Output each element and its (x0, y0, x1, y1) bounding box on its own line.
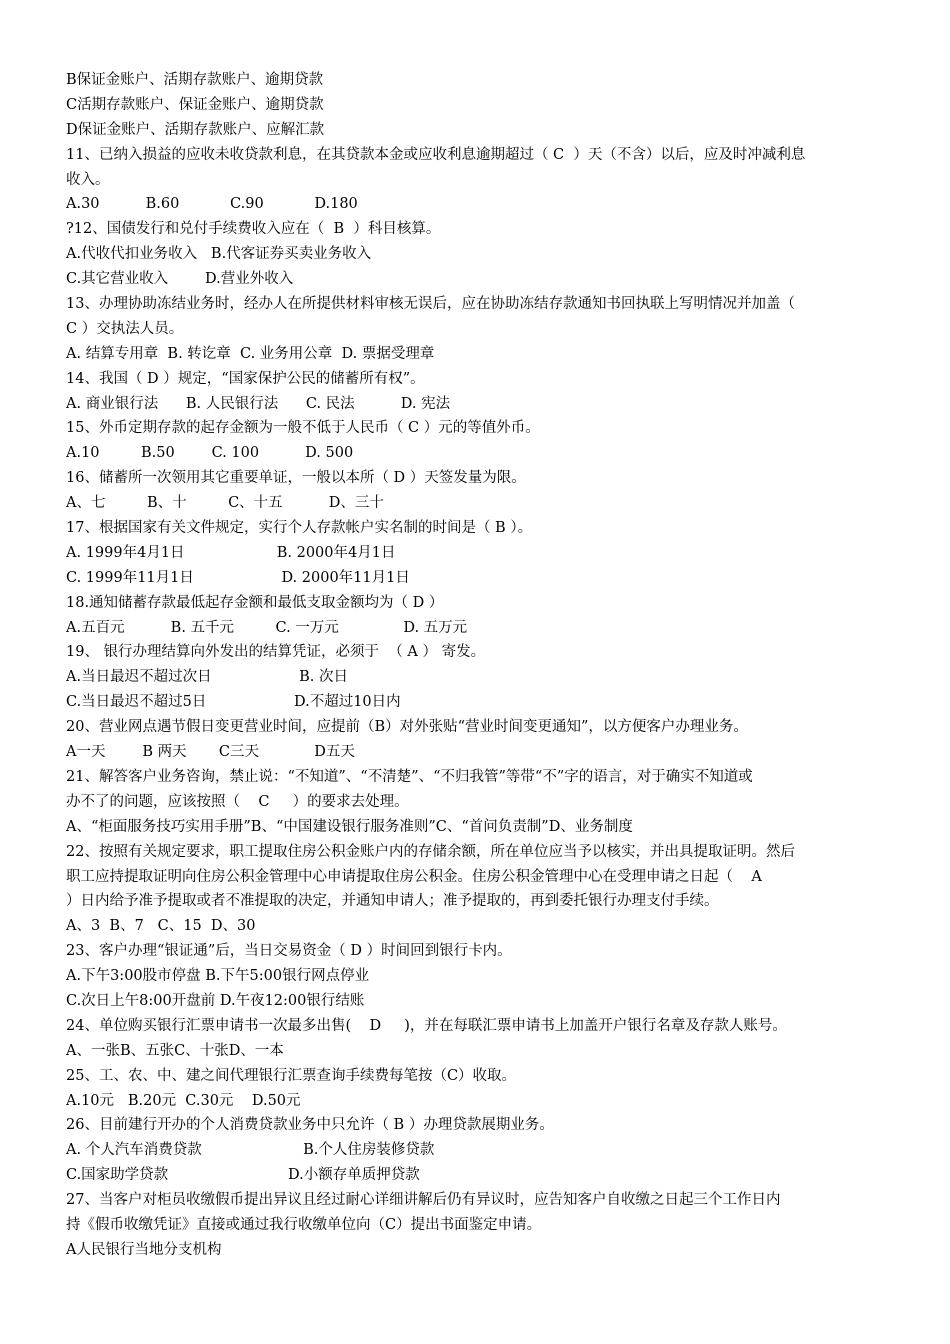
options-line: A.下午3:00股市停盘 B.下午5:00银行网点停业 (66, 968, 370, 985)
question-13: 13、办理协助冻结业务时，经办人在所提供材料审核无误后，应在协助冻结存款通知书回执联上写明情况并加盖（ (66, 296, 795, 313)
options-line: C. 1999年11月1日 D. 2000年11月1日 (66, 569, 410, 586)
question-15: 15、外币定期存款的起存金额为一般不低于人民币（ C ）元的等值外币。 (66, 420, 540, 437)
text-line: C活期存款账户、保证金账户、逾期贷款 (66, 96, 324, 113)
options-line: A. 商业银行法 B. 人民银行法 C. 民法 D. 宪法 (66, 395, 451, 412)
question-17: 17、根据国家有关文件规定，实行个人存款帐户实名制的时间是（ B ）。 (66, 520, 533, 537)
text-line: 办不了的问题，应该按照（ C ）的要求去处理。 (66, 793, 409, 810)
question-18: 18.通知储蓄存款最低起存金额和最低支取金额均为（ D ） (66, 594, 444, 611)
options-line: C.国家助学贷款 D.小额存单质押贷款 (66, 1167, 420, 1184)
options-line: A、“柜面服务技巧实用手册”B、“中国建设银行服务准则”C、“首问负责制”D、业务制度 (66, 818, 633, 835)
question-22: 22、按照有关规定要求，职工提取住房公积金账户内的存储余额，所在单位应当予以核实，并出具提取证明。然后 (66, 843, 795, 860)
options-line: A.10 B.50 C. 100 D. 500 (66, 445, 354, 462)
question-20: 20、营业网点遇节假日变更营业时间，应提前（B）对外张贴“营业时间变更通知”，以方便客户办理业务。 (66, 719, 748, 736)
text-line: D保证金账户、活期存款账户、应解汇款 (66, 121, 325, 138)
options-line: A、七 B、十 C、十五 D、三十 (66, 495, 384, 512)
question-19: 19、 银行办理结算向外发出的结算凭证，必须于 （ A ） 寄发。 (66, 644, 486, 661)
question-16: 16、储蓄所一次领用其它重要单证，一般以本所（ D ）天签发量为限。 (66, 470, 526, 487)
options-line: C.次日上午8:00开盘前 D.午夜12:00银行结账 (66, 992, 365, 1009)
options-line: A、一张B、五张C、十张D、一本 (66, 1042, 284, 1059)
options-line: A.代收代扣业务收入 B.代客证券买卖业务收入 (66, 246, 372, 263)
options-line: A人民银行当地分支机构 (66, 1241, 222, 1258)
text-line: B保证金账户、活期存款账户、逾期贷款 (66, 72, 324, 88)
options-line: A一天 B 两天 C三天 D五天 (66, 744, 355, 761)
text-line: C ）交执法人员。 (66, 320, 184, 337)
options-line: A.当日最迟不超过次日 B. 次日 (66, 669, 349, 686)
question-25: 25、工、农、中、建之间代理银行汇票查询手续费每笔按（C）收取。 (66, 1067, 517, 1084)
options-line: C.其它营业收入 D.营业外收入 (66, 271, 294, 288)
question-21: 21、解答客户业务咨询，禁止说：“不知道”、“不清楚”、“不归我管”等带“不”字的语言，对于确实不知道或 (66, 768, 753, 785)
question-27: 27、当客户对柜员收缴假币提出异议且经过耐心详细讲解后仍有异议时，应告知客户自收缴之日起三个工作日内 (66, 1192, 781, 1209)
question-23: 23、客户办理“银证通”后，当日交易资金（ D ）时间回到银行卡内。 (66, 943, 512, 960)
options-line: C.当日最迟不超过5日 D.不超过10日内 (66, 694, 401, 711)
options-line: A. 1999年4月1日 B. 2000年4月1日 (66, 544, 396, 561)
text-line: 收入。 (66, 171, 110, 188)
question-14: 14、我国（ D ）规定，“国家保护公民的储蓄所有权”。 (66, 370, 425, 387)
text-line: 持《假币收缴凭证》直接或通过我行收缴单位向（C）提出书面鉴定申请。 (66, 1216, 542, 1233)
text-line: 职工应持提取证明向住房公积金管理中心申请提取住房公积金。住房公积金管理中心在受理申请之日起（ A (66, 868, 762, 885)
options-line: A、3 B、7 C、15 D、30 (66, 918, 256, 935)
options-line: A.30 B.60 C.90 D.180 (66, 196, 358, 213)
question-26: 26、目前建行开办的个人消费贷款业务中只允许（ B ）办理贷款展期业务。 (66, 1117, 554, 1134)
question-11: 11、已纳入损益的应收未收贷款利息，在其贷款本金或应收利息逾期超过（ C ）天（不含）以后，应及时冲减利息 (66, 146, 806, 163)
options-line: A.五百元 B. 五千元 C. 一万元 D. 五万元 (66, 619, 468, 636)
options-line: A. 个人汽车消费贷款 B.个人住房装修贷款 (66, 1142, 435, 1159)
question-24: 24、单位购买银行汇票申请书一次最多出售( D )，并在每联汇票申请书上加盖开户银行名章及存款人账号。 (66, 1017, 787, 1034)
text-line: ）日内给予准予提取或者不准提取的决定，并通知申请人；准予提取的，再到委托银行办理支付手续。 (66, 893, 719, 910)
options-line: A. 结算专用章 B. 转讫章 C. 业务用公章 D. 票据受理章 (66, 345, 435, 362)
options-line: A.10元 B.20元 C.30元 D.50元 (66, 1092, 301, 1109)
question-12: ?12、国债发行和兑付手续费收入应在（ B ）科目核算。 (66, 221, 441, 238)
